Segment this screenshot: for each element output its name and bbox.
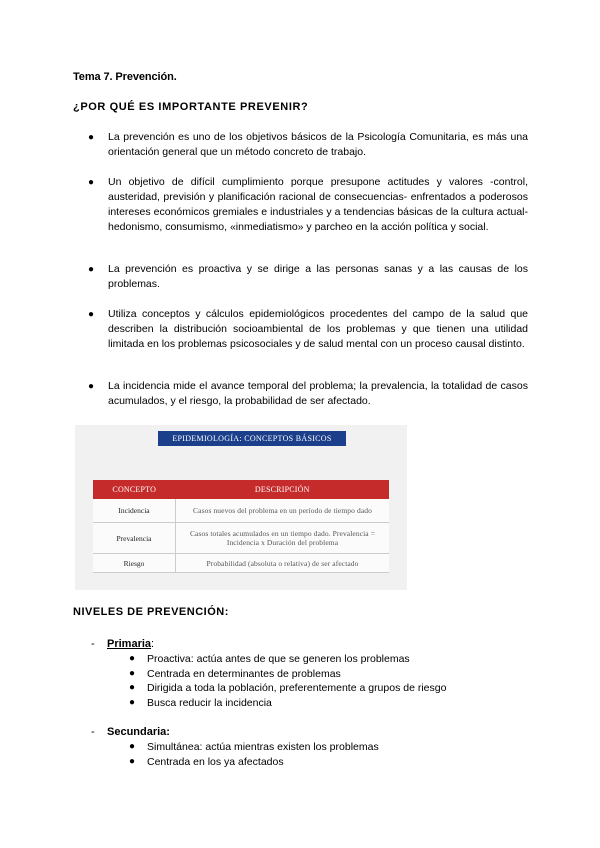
bullet-list-item	[88, 130, 528, 160]
bullet-dot-icon: ●	[129, 741, 136, 752]
dash-marker: -	[91, 726, 95, 738]
table-header-description: DESCRIPCIÓN	[176, 480, 390, 499]
level-name: Secundaria:	[107, 726, 170, 738]
bullet-dot-icon: ●	[88, 309, 95, 320]
dash-marker: -	[91, 638, 95, 650]
bullet-dot-icon: ●	[129, 682, 136, 693]
table-cell-concept: Riesgo	[93, 554, 176, 573]
prevention-level-primary	[91, 637, 446, 710]
table-header-concept: CONCEPTO	[93, 480, 176, 499]
bullet-dot-icon: ●	[88, 132, 95, 143]
figure-title: EPIDEMIOLOGÍA: CONCEPTOS BÁSICOS	[158, 431, 346, 446]
bullet-dot-icon: ●	[88, 177, 95, 188]
bullet-dot-icon: ●	[88, 381, 95, 392]
bullet-dot-icon: ●	[129, 696, 136, 708]
bullet-list-item	[88, 379, 528, 409]
concepts-table	[93, 480, 389, 573]
list-item	[129, 667, 446, 682]
table-row	[93, 554, 389, 573]
bullet-text: La prevención es uno de los objetivos básicos de la Psicología Comunitaria, es más una orientación general que un método concreto de trabajo.	[108, 131, 528, 158]
list-item	[129, 652, 446, 667]
table-cell-description: Casos nuevos del problema en un período de tiempo dado	[176, 499, 390, 523]
bullet-dot-icon: ●	[129, 667, 136, 679]
level-name: Primaria	[107, 638, 152, 650]
level-items	[129, 652, 446, 710]
epidemiology-concepts-figure	[75, 425, 407, 590]
bullet-list-item	[88, 307, 528, 352]
bullet-text: La prevención es proactiva y se dirige a las personas sanas y a las causas de los problemas.	[108, 263, 528, 290]
bullet-dot-icon: ●	[129, 653, 136, 664]
table-cell-description: Casos totales acumulados en un tiempo dado. Prevalencia = Incidencia x Duración del problema	[176, 523, 390, 554]
table-cell-concept: Incidencia	[93, 499, 176, 523]
bullet-list-item	[88, 262, 528, 292]
list-item-text: Centrada en determinantes de problemas	[147, 667, 341, 680]
bullet-list-item	[88, 175, 528, 235]
list-item	[129, 696, 446, 711]
list-item	[129, 740, 379, 755]
table-cell-concept: Prevalencia	[93, 523, 176, 554]
prevention-level-secondary	[91, 725, 379, 769]
document-title: Tema 7. Prevención.	[73, 71, 177, 83]
list-item	[129, 681, 446, 696]
list-item-text: Centrada en los ya afectados	[147, 755, 284, 768]
list-item-text: Dirigida a toda la población, preferentemente a grupos de riesgo	[147, 682, 447, 694]
bullet-dot-icon: ●	[88, 264, 95, 275]
table-row	[93, 523, 389, 554]
level-suffix: :	[151, 638, 155, 650]
section-heading-prevention-levels: NIVELES DE PREVENCIÓN:	[73, 606, 229, 618]
bullet-dot-icon: ●	[129, 755, 136, 767]
list-item	[129, 755, 379, 770]
bullet-text: Un objetivo de difícil cumplimiento porque presupone actitudes y valores -control, austeridad, previsión y planificación racional de consecuencias- enfrentados a poderosos intereses económicos gremiales e industriales y a tendencias básicas de la cultura actual- hedonismo, consumismo, «inmediatismo» y parcheo en la acción política y social.	[108, 176, 528, 233]
bullet-text: Utiliza conceptos y cálculos epidemiológicos procedentes del campo de la salud que describen la distribución socioambiental de los problemas y que tienen una utilidad limitada en los problemas psicosociales y de salud mental con un proceso causal distinto.	[108, 308, 528, 350]
level-items	[129, 740, 379, 769]
section-heading-why-prevent: ¿POR QUÉ ES IMPORTANTE PREVENIR?	[73, 101, 309, 113]
list-item-text: Busca reducir la incidencia	[147, 696, 272, 709]
bullet-text: La incidencia mide el avance temporal del problema; la prevalencia, la totalidad de casos acumulados, y el riesgo, la probabilidad de ser afectado.	[108, 380, 528, 407]
list-item-text: Simultánea: actúa mientras existen los problemas	[147, 741, 379, 753]
list-item-text: Proactiva: actúa antes de que se generen los problemas	[147, 653, 410, 665]
table-row	[93, 499, 389, 523]
table-cell-description: Probabilidad (absoluta o relativa) de ser afectado	[176, 554, 390, 573]
